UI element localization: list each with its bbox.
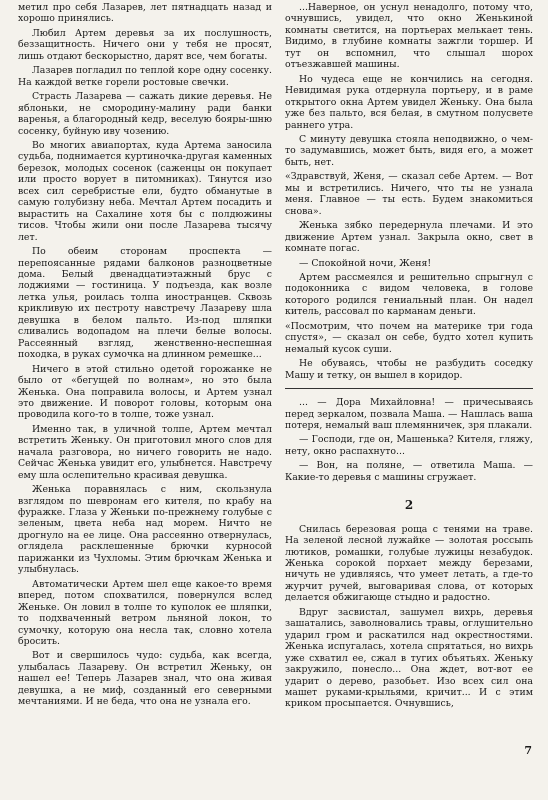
paragraph: Не обуваясь, чтобы не разбудить соседку Машу и тетку, он вышел в коридор. bbox=[285, 358, 533, 381]
paragraph: Но чудеса еще не кончились на сегодня. Невидимая рука отдернула портьеру, и в раме открытого окна Артем увидел Женьку. Она была уже без пальто, вся белая, в смутном полусвете раннего утра. bbox=[285, 73, 533, 131]
paragraph: ... — Дора Михайловна! — причесываясь перед зеркалом, позвала Маша. — Нашлась ваша потеря, немалый ваш племянничек, зря плакали. bbox=[285, 397, 533, 431]
paragraph: С минуту девушка стояла неподвижно, о чем-то задумавшись, может быть, видя его, а может быть, нет. bbox=[285, 133, 533, 168]
paragraph: Артем рассмеялся и решительно спрыгнул с подоконника с видом человека, в голове которого родился гениальный план. Он надел китель, рассовал по карманам деньги. bbox=[285, 271, 533, 318]
paragraph: Именно так, в уличной толпе, Артем мечтал встретить Женьку. Он приготовил много слов для начала разговора, но ничего говорить не надо. Сейчас Женька увидит его, улыбнется. Навстречу ему шла ослепительно красивая девушка. bbox=[18, 423, 272, 481]
paragraph: Ничего в этой стильно одетой горожанке не было от «бегущей по волнам», но это была Женька. Она поправила волосы, и Артем узнал это движение. И поворот головы, которым она проводила кого-то в толпе, тоже узнал. bbox=[18, 363, 272, 421]
right-column bbox=[285, 2, 533, 710]
paragraph: ...Наверное, он уснул ненадолго, потому что, очнувшись, увидел, что окно Женькиной комнаты светится, на портьерах мелькает тень. Видимо, в глубине комнаты зажгли торшер. И тут он вспомнил, что слышал шорох отъезжавшей машины. bbox=[285, 2, 533, 71]
paragraph: Вот и свершилось чудо: судьба, как всегда, улыбалась Лазареву. Он встретил Женьку, он нашел ее! Теперь Лазарев знал, что она живая девушка, а не миф, созданный его северными мечтаниями. И не беда, что она не узнала его. bbox=[18, 650, 272, 708]
paragraph: Снилась березовая роща с тенями на траве. На зеленой лесной лужайке — золотая россыпь лютиков, ромашки, голубые лужицы незабудок. Женька сорокой порхает между березами, ничуть не удивляясь, что умеет летать, а где-то журчит ручей, выговаривая слова, от которых делается обжигающе стыдно и радостно. bbox=[285, 523, 533, 604]
paragraph: — Вон, на поляне, — ответила Маша. — Какие-то деревья с машины сгружает. bbox=[285, 460, 533, 483]
paragraph: метил про себя Лазарев, лет пятнадцать назад и хорошо принялись. bbox=[18, 2, 272, 25]
paragraph: «Здравствуй, Женя, — сказал себе Артем. — Вот мы и встретились. Ничего, что ты не узнала меня. Главное — ты есть. Будем знакомиться снова». bbox=[285, 171, 533, 217]
paragraph: Автоматически Артем шел еще какое-то время вперед, потом спохватился, повернулся вслед Женьке. Он ловил в толпе то куполок ее шляпки, то подхваченный ветром льняной локон, то сумочку, которую она несла так, словно хотела бросить. bbox=[18, 578, 272, 648]
chapter-number: 2 bbox=[404, 498, 414, 513]
paragraph: Во многих авиапортах, куда Артема заносила судьба, поднимается куртиночка-другая каменных березок, молодых сосенок (саженцы он покупает или просто ворует в питомниках). Тянутся изо всех сил серебристые ели, будто обманутые в самую голубизну неба. Мечтал Артем посадить и вырастить на Сахалине хотя бы с полдюжины тисов. Чтобы жили они после Лазарева тысячу лет. bbox=[18, 139, 272, 243]
paragraph: — Спокойной ночи, Женя! bbox=[299, 257, 432, 269]
paragraph: «Посмотрим, что почем на материке три года спустя», — сказал он себе, будто хотел купить немалый кусок суши. bbox=[285, 320, 533, 355]
paragraph: Женька поравнялась с ним, скользнула взглядом по шевронам его кителя, по крабу на фуражке. Глаза у Женьки по-прежнему голубые с зеленым, цвета неба над морем. Ничто не дрогнуло на ее лице. Она рассеянно отвернулась, оглядела расклешенные брючки курносой парижанки из Чухломы. Этим брючкам Женька и улыбнулась. bbox=[18, 484, 272, 576]
paragraph: По обеим сторонам проспекта — перепоясанные рядами балконов разноцветные дома. Белый двенадцатиэтажный брус с лоджиями — гостиница. У подъезда, как возле летка улья, роилась толпа иностранцев. Сквозь крикливую их пестроту навстречу Лазареву шла девушка в белом пальто. Из-под шляпки сливались водопадом на плечи белые волосы. Рассеянный взгляд, женственно-неспешная походка, в руках сумочка на длинном ремешке... bbox=[18, 246, 272, 361]
paragraph: Лазарев погладил по теплой коре одну сосенку. На каждой ветке горели ростовые свечки. bbox=[18, 65, 272, 88]
paragraph: Страсть Лазарева — сажать дикие деревья. Не яблоньки, не смородину-малину ради банки варенья, а благородный кедр, веселую бояры-шню сосенку, буйную иву чозению. bbox=[18, 91, 272, 137]
left-column bbox=[18, 2, 272, 708]
section-divider bbox=[285, 388, 533, 389]
paragraph: Женька зябко передернула плечами. И это движение Артем узнал. Закрыла окно, свет в комнате погас. bbox=[285, 220, 533, 255]
page-number: 7 bbox=[524, 744, 532, 757]
paragraph: — Господи, где он, Машенька? Кителя, гляжу, нету, окно распахнуто... bbox=[285, 434, 533, 457]
paragraph: Вдруг засвистал, зашумел вихрь, деревья зашатались, заволновались травы, оглушительно ударил гром и раскатился над окрестностями. Женька испугалась, хотела спрятаться, но вихрь уже схватил ее, сжал в тугих объятьях. Женьку закружило, понесло... Она ждет, вот-вот ее ударит о дерево, разобьет. Изо всех сил она машет руками-крыльями, кричит... И с этим криком просыпается. Очнувшись, bbox=[285, 606, 533, 710]
paragraph: Любил Артем деревья за их послушность, беззащитность. Ничего они у тебя не просят, лишь отдают бескорыстно, дарят все, чем богаты. bbox=[18, 27, 272, 62]
